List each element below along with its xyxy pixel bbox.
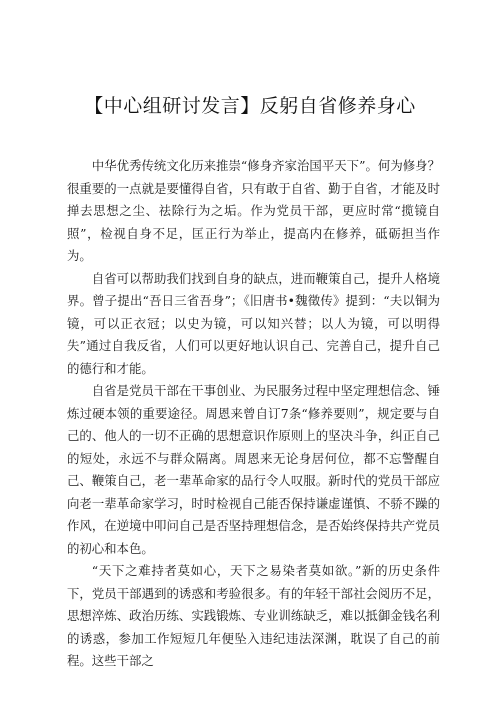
document-body (67, 155, 440, 673)
paragraph: 自省是党员干部在干事创业、为民服务过程中坚定理想信念、锤炼过硬本领的重要途径。周恩来曾自订7条“修养要则”，规定要与自己的、他人的一切不正确的思想意识作原则上的坚决斗争，纠正自己的短处，永远不与群众隔离。周恩来无论身居何位，都不忘警醒自己、鞭策自己，老一辈革命家的品行令人叹服。新时代的党员干部应向老一辈革命家学习，时时检视自己能否保持谦虚谨慎、不骄不躁的作风，在逆境中叩问自己是否坚持理想信念，是否始终保持共产党员的初心和本色。 (67, 383, 440, 556)
paragraph: 自省可以帮助我们找到自身的缺点，进而鞭策自己，提升人格境界。曾子提出“吾日三省吾身”；《旧唐书•魏徵传》提到：“夫以铜为镜，可以正衣冠；以史为镜，可以知兴替；以人为镜，可以明得失”通过自我反省，人们可以更好地认识自己、完善自己，提升自己的德行和才能。 (67, 270, 440, 376)
document-title: 【中心组研讨发言】反躬自省修养身心 (84, 95, 416, 117)
paragraph: 中华优秀传统文化历来推崇“修身齐家治国平天下”。何为修身？很重要的一点就是要懂得自省，只有敢于自省、勤于自省，才能及时掸去思想之尘、祛除行为之垢。作为党员干部，更应时常“揽镜自照”，检视自身不足，匡正行为举止，提高内在修养，砥砺担当作为。 (67, 158, 440, 263)
paragraph: “天下之难持者莫如心，天下之易染者莫如欲。”新的历史条件下，党员干部遇到的诱惑和考验很多。有的年轻干部社会阅历不足，思想淬炼、政治历练、实践锻炼、专业训练缺乏，难以抵御金钱名利的诱惑，参加工作短短几年便坠入违纪违法深渊，耽误了自己的前程。这些干部之 (67, 563, 440, 668)
